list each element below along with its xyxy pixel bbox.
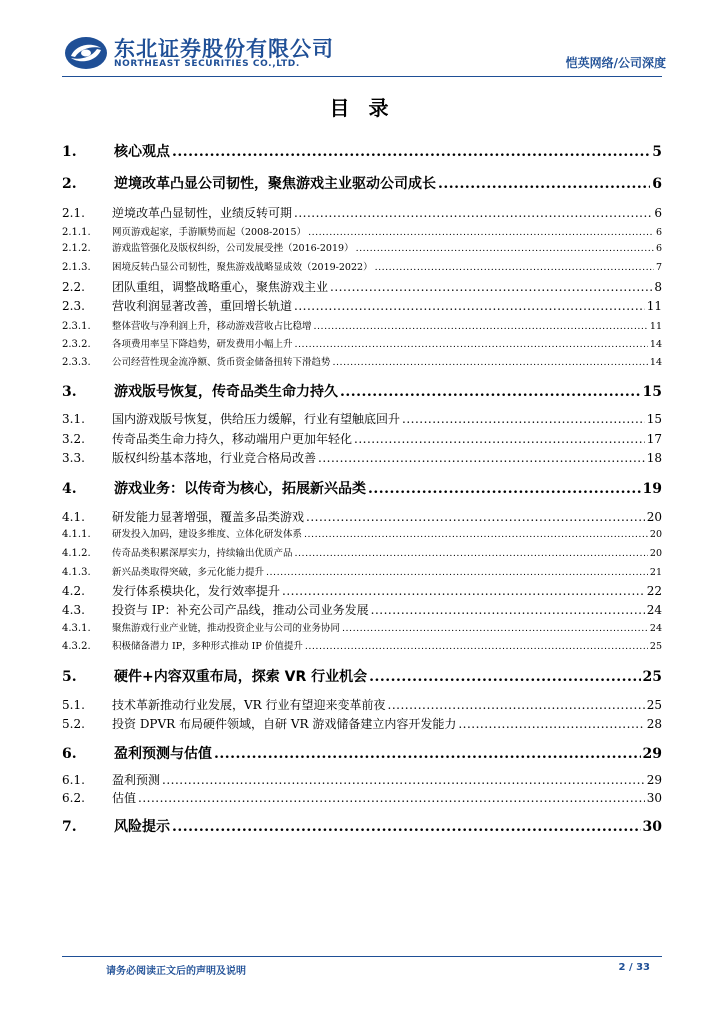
toc-entry-number: 2.1. (62, 206, 85, 220)
toc-entry-page: 29 (642, 746, 662, 761)
footer-disclaimer-note: 请务必阅读正文后的声明及说明 (106, 966, 246, 977)
toc-entry-title: 盈利预测与估值 (114, 746, 212, 761)
toc-entry-leader (368, 481, 641, 496)
toc-entry-number: 5.1. (62, 698, 85, 712)
toc-entry-number: 4.2. (62, 584, 85, 598)
toc-entry-page: 30 (646, 791, 662, 805)
toc-entry-title: 聚焦游戏行业产业链，推动投资企业与公司的业务协同 (112, 623, 341, 633)
toc-entry-title: 团队重组，调整战略重心，聚焦游戏主业 (112, 280, 329, 294)
report-tag: 恺英网络/公司深度 (565, 56, 666, 70)
toc-entry-leader (375, 262, 654, 272)
toc-entry-title: 传奇品类积累深厚实力，持续输出优质产品 (112, 548, 293, 558)
toc-entry-page: 29 (646, 773, 662, 787)
toc-entry-title: 投资 DPVR 布局硬件领域，自研 VR 游戏储备建立内容开发能力 (112, 717, 457, 731)
toc-entry-leader (340, 384, 641, 399)
toc-entry-page: 5 (652, 144, 662, 159)
toc-entry[interactable] (62, 259, 662, 272)
toc-entry-leader (266, 567, 648, 577)
toc-entry-page: 20 (649, 529, 662, 539)
page-header (0, 0, 724, 80)
toc-entry[interactable] (62, 526, 662, 539)
toc-entry-page: 22 (646, 584, 662, 598)
toc-entry[interactable] (62, 638, 662, 651)
toc-entry-leader (308, 227, 654, 237)
toc-entry-leader (306, 510, 645, 524)
header-divider (62, 76, 662, 77)
toc-entry-page: 11 (646, 299, 662, 313)
toc-entry-number: 2.1.3. (62, 262, 91, 272)
toc-entry-title: 发行体系模块化，发行效率提升 (112, 584, 281, 598)
toc-entry[interactable] (62, 204, 662, 220)
toc-entry-title: 逆境改革凸显公司韧性，聚焦游戏主业驱动公司成长 (114, 176, 436, 191)
toc-entry[interactable] (62, 696, 662, 712)
toc-entry-page: 25 (642, 669, 662, 684)
toc-entry-title: 盈利预测 (112, 773, 161, 787)
toc-entry-page: 15 (642, 384, 662, 399)
toc-entry-number: 2.1.1. (62, 227, 91, 237)
toc-entry-number: 4. (62, 481, 77, 496)
toc-entry-number: 3.2. (62, 432, 85, 446)
toc-entry-title: 投资与 IP：补充公司产品线，推动公司业务发展 (112, 603, 369, 617)
toc-entry[interactable] (62, 771, 662, 787)
toc-entry[interactable] (62, 318, 662, 331)
toc-entry-leader (330, 280, 652, 294)
toc-entry-page: 6 (652, 176, 662, 191)
toc-entry-leader (172, 819, 641, 834)
toc-entry[interactable] (62, 240, 662, 253)
toc-entry-page: 20 (646, 510, 662, 524)
toc-entry-number: 6.2. (62, 791, 85, 805)
toc-entry[interactable] (62, 582, 662, 598)
toc-entry-page: 15 (646, 412, 662, 426)
toc-entry-title: 新兴品类取得突破，多元化能力提升 (112, 567, 265, 577)
toc-entry-leader (295, 548, 648, 558)
toc-entry-page: 21 (649, 567, 662, 577)
toc-entry[interactable] (62, 278, 662, 294)
toc-entry-leader (369, 669, 640, 684)
toc-entry-title: 各项费用率呈下降趋势，研发费用小幅上升 (112, 339, 293, 349)
toc-entry-leader (295, 339, 648, 349)
toc-entry-page: 25 (649, 641, 662, 651)
toc-entry-number: 2.2. (62, 280, 85, 294)
toc-entry-number: 2.3.2. (62, 339, 91, 349)
toc-entry[interactable] (62, 564, 662, 577)
toc-entry-title: 研发投入加码，建设多维度、立体化研发体系 (112, 529, 303, 539)
toc-entry-page: 20 (649, 548, 662, 558)
toc-entry-title: 营收利润显著改善，重回增长轨道 (112, 299, 293, 313)
toc-entry-number: 4.1.2. (62, 548, 91, 558)
toc-entry-leader (318, 451, 645, 465)
toc-entry-title: 网页游戏起家，手游顺势而起（2008-2015） (112, 227, 307, 237)
toc-entry-page: 11 (649, 321, 662, 331)
toc-entry[interactable] (62, 297, 662, 313)
brand-name-en: NORTHEAST SECURITIES CO.,LTD. (114, 59, 300, 69)
toc-entry-leader (138, 791, 645, 805)
toc-entry[interactable] (62, 141, 662, 159)
northeast-securities-logo-icon (64, 36, 108, 70)
toc-entry-leader (342, 623, 648, 633)
footer-divider (62, 956, 662, 957)
toc-entry-title: 困境反转凸显公司韧性，聚焦游戏战略显成效（2019-2022） (112, 262, 373, 272)
toc-entry-number: 2.1.2. (62, 243, 91, 253)
toc-entry[interactable] (62, 430, 662, 446)
toc-entry-number: 6. (62, 746, 77, 761)
toc-entry-number: 2.3.1. (62, 321, 91, 331)
toc-entry-page: 24 (649, 623, 662, 633)
toc-entry-number: 2.3. (62, 299, 85, 313)
toc-entry-number: 3.3. (62, 451, 85, 465)
brand-name-cn: 东北证券股份有限公司 (114, 37, 334, 61)
toc-entry-title: 风险提示 (114, 819, 170, 834)
toc-entry-page: 6 (655, 227, 662, 237)
toc-entry[interactable] (62, 789, 662, 805)
toc-entry-number: 5. (62, 669, 77, 684)
page-title: 目 录 (329, 96, 395, 120)
toc-entry-number: 4.1.3. (62, 567, 91, 577)
toc-entry-title: 游戏版号恢复，传奇品类生命力持久 (114, 384, 338, 399)
toc-entry-leader (458, 717, 644, 731)
toc-entry-page: 8 (654, 280, 662, 294)
toc-entry[interactable] (62, 381, 662, 399)
toc-entry-page: 17 (646, 432, 662, 446)
toc-entry-title: 硬件+内容双重布局，探索 VR 行业机会 (114, 669, 368, 684)
toc-entry-number: 6.1. (62, 773, 85, 787)
footer-page-number: 2 / 33 (618, 962, 650, 973)
toc-entry-number: 2.3.3. (62, 357, 91, 367)
toc-entry-number: 4.3. (62, 603, 85, 617)
toc-entry-leader (304, 529, 648, 539)
toc-entry-page: 30 (642, 819, 662, 834)
toc-entry-leader (371, 603, 645, 617)
toc-entry-title: 国内游戏版号恢复，供给压力缓解，行业有望触底回升 (112, 412, 401, 426)
toc-entry-page: 7 (655, 262, 662, 272)
toc-entry[interactable] (62, 816, 662, 834)
toc-entry[interactable] (62, 449, 662, 465)
toc-entry-title: 游戏监管强化及版权纠纷，公司发展受挫（2016-2019） (112, 243, 354, 253)
toc-entry[interactable] (62, 410, 662, 426)
toc-entry-number: 4.3.2. (62, 641, 91, 651)
toc-entry-leader (172, 144, 650, 159)
toc-entry-leader (214, 746, 641, 761)
toc-entry-page: 6 (654, 206, 662, 220)
toc-entry-leader (162, 773, 645, 787)
toc-entry-page: 14 (649, 339, 662, 349)
toc-entry-page: 18 (646, 451, 662, 465)
toc-entry-title: 估值 (112, 791, 137, 805)
toc-entry-number: 7. (62, 819, 77, 834)
toc-entry[interactable] (62, 508, 662, 524)
toc-entry-leader (294, 206, 652, 220)
toc-entry[interactable] (62, 743, 662, 761)
toc-entry[interactable] (62, 601, 662, 617)
toc-entry[interactable] (62, 336, 662, 349)
toc-entry-leader (438, 176, 650, 191)
toc-entry-number: 3.1. (62, 412, 85, 426)
toc-entry[interactable] (62, 715, 662, 731)
toc-entry-leader (354, 432, 645, 446)
toc-entry[interactable] (62, 478, 662, 496)
toc-entry-page: 25 (646, 698, 662, 712)
toc-entry-leader (402, 412, 645, 426)
toc-entry[interactable] (62, 545, 662, 558)
toc-entry-number: 4.1. (62, 510, 85, 524)
toc-entry[interactable] (62, 620, 662, 633)
toc-entry-title: 技术革新推动行业发展，VR 行业有望迎来变革前夜 (112, 698, 386, 712)
toc-entry-leader (282, 584, 645, 598)
toc-entry[interactable] (62, 354, 662, 367)
toc-entry[interactable] (62, 666, 662, 684)
toc-entry-title: 核心观点 (114, 144, 170, 159)
toc-entry-number: 1. (62, 144, 77, 159)
toc-entry-page: 19 (642, 481, 662, 496)
toc-entry-page: 24 (646, 603, 662, 617)
toc-entry-leader (388, 698, 645, 712)
toc-entry[interactable] (62, 224, 662, 237)
toc-entry-number: 3. (62, 384, 77, 399)
toc-entry-number: 5.2. (62, 717, 85, 731)
toc-entry-title: 传奇品类生命力持久，移动端用户更加年轻化 (112, 432, 353, 446)
toc-entry-leader (294, 299, 645, 313)
toc-entry-leader (314, 321, 648, 331)
toc-entry-title: 版权纠纷基本落地，行业竞合格局改善 (112, 451, 317, 465)
toc-entry-number: 4.3.1. (62, 623, 91, 633)
toc-entry-title: 游戏业务：以传奇为核心，拓展新兴品类 (114, 481, 366, 496)
toc-entry-title: 研发能力显著增强，覆盖多品类游戏 (112, 510, 305, 524)
toc-entry-number: 2. (62, 176, 77, 191)
toc-entry-number: 4.1.1. (62, 529, 91, 539)
toc-entry-page: 6 (655, 243, 662, 253)
toc-entry-leader (305, 641, 648, 651)
toc-entry-page: 28 (646, 717, 662, 731)
toc-entry-title: 积极储备潜力 IP，多种形式推动 IP 价值提升 (112, 641, 303, 651)
toc-entry-title: 公司经营性现金流净额、货币资金储备扭转下滑趋势 (112, 357, 331, 367)
toc-entry[interactable] (62, 173, 662, 191)
toc-entry-title: 整体营收与净利润上升，移动游戏营收占比稳增 (112, 321, 312, 331)
toc-entry-leader (333, 357, 648, 367)
toc-entry-title: 逆境改革凸显韧性，业绩反转可期 (112, 206, 293, 220)
toc-entry-leader (356, 243, 654, 253)
toc-entry-page: 14 (649, 357, 662, 367)
